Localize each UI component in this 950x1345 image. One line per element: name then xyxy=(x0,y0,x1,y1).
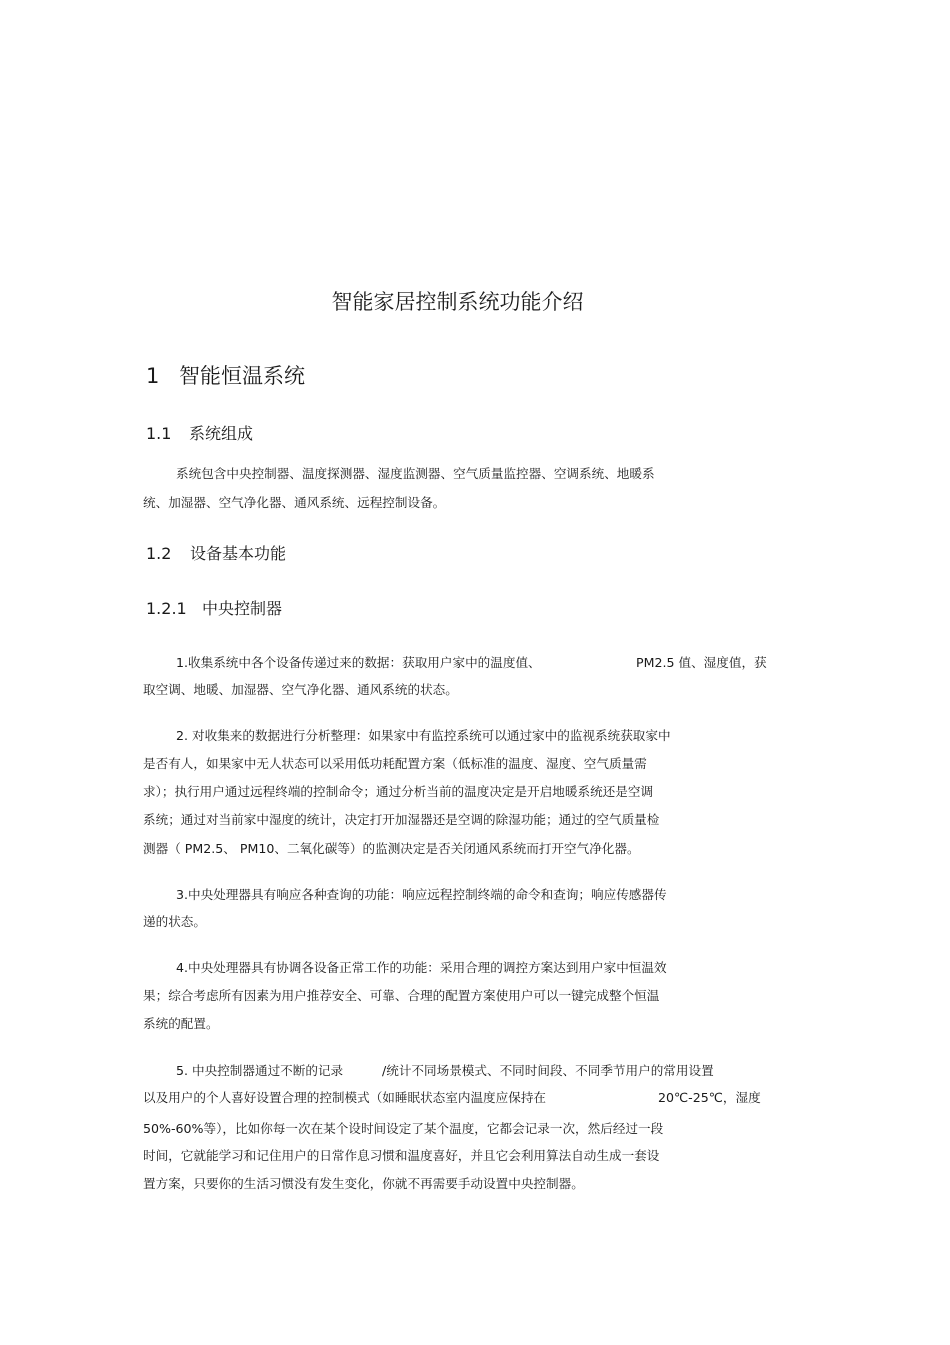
list-item-line: 测器（ PM2.5、 PM10、二氧化碳等）的监测决定是否关闭通风系统而打开空气净化器。 xyxy=(143,841,640,856)
list-item-line: 系统的配置。 xyxy=(143,1016,219,1031)
section-title: 中央控制器 xyxy=(202,599,283,618)
section-title: 设备基本功能 xyxy=(190,544,287,563)
list-item-line: 递的状态。 xyxy=(143,914,206,929)
section-1-heading xyxy=(146,360,305,390)
list-item-line: 以及用户的个人喜好设置合理的控制模式（如睡眠状态室内温度应保持在 xyxy=(143,1090,546,1105)
section-number: 1 xyxy=(146,364,160,388)
paragraph-line: 系统包含中央控制器、温度探测器、湿度监测器、空气质量监控器、空调系统、地暖系 xyxy=(176,466,655,481)
list-item-line: 50%-60%等），比如你每一次在某个设时间设定了某个温度，它都会记录一次，然后经过一段 xyxy=(143,1121,664,1136)
section-1-1-heading xyxy=(146,421,253,444)
section-number: 1.1 xyxy=(146,424,172,443)
list-item-line: 4.中央处理器具有协调各设备正常工作的功能：采用合理的调控方案达到用户家中恒温效 xyxy=(176,960,667,975)
section-1-2-1-heading xyxy=(146,596,282,619)
list-item-line: 果；综合考虑所有因素为用户推荐安全、可靠、合理的配置方案使用户可以一键完成整个恒温 xyxy=(143,988,660,1003)
list-item-line: 1.收集系统中各个设备传递过来的数据：获取用户家中的温度值、 xyxy=(176,655,541,670)
list-item-line: 20℃-25℃，湿度 xyxy=(658,1090,761,1105)
list-item-line: 是否有人，如果家中无人状态可以采用低功耗配置方案（低标准的温度、湿度、空气质量需 xyxy=(143,756,647,771)
list-item-line: 时间，它就能学习和记住用户的日常作息习惯和温度喜好，并且它会利用算法自动生成一套设 xyxy=(143,1148,660,1163)
list-item-line: /统计不同场景模式、不同时间段、不同季节用户的常用设置 xyxy=(382,1063,714,1078)
list-item-line: 取空调、地暖、加湿器、空气净化器、通风系统的状态。 xyxy=(143,682,458,697)
document-title: 智能家居控制系统功能介绍 xyxy=(331,290,584,314)
section-title: 智能恒温系统 xyxy=(179,364,305,388)
section-title: 系统组成 xyxy=(189,424,254,443)
section-number: 1.2 xyxy=(146,544,172,563)
section-1-2-heading xyxy=(146,541,286,564)
list-item-line: 系统；通过对当前家中湿度的统计，决定打开加湿器还是空调的除湿功能；通过的空气质量检 xyxy=(143,812,660,827)
list-item-line: 求）；执行用户通过远程终端的控制命令；通过分析当前的温度决定是开启地暖系统还是空调 xyxy=(143,784,654,799)
list-item-line: 2. 对收集来的数据进行分析整理：如果家中有监控系统可以通过家中的监视系统获取家中 xyxy=(176,728,671,743)
paragraph-line: 统、加湿器、空气净化器、通风系统、远程控制设备。 xyxy=(143,495,446,510)
section-number: 1.2.1 xyxy=(146,599,187,618)
list-item-line: PM2.5 值、湿度值，获 xyxy=(636,655,767,670)
list-item-line: 3.中央处理器具有响应各种查询的功能：响应远程控制终端的命令和查询；响应传感器传 xyxy=(176,887,667,902)
list-item-line: 5. 中央控制器通过不断的记录 xyxy=(176,1063,344,1078)
list-item-line: 置方案，只要你的生活习惯没有发生变化，你就不再需要手动设置中央控制器。 xyxy=(143,1176,584,1191)
